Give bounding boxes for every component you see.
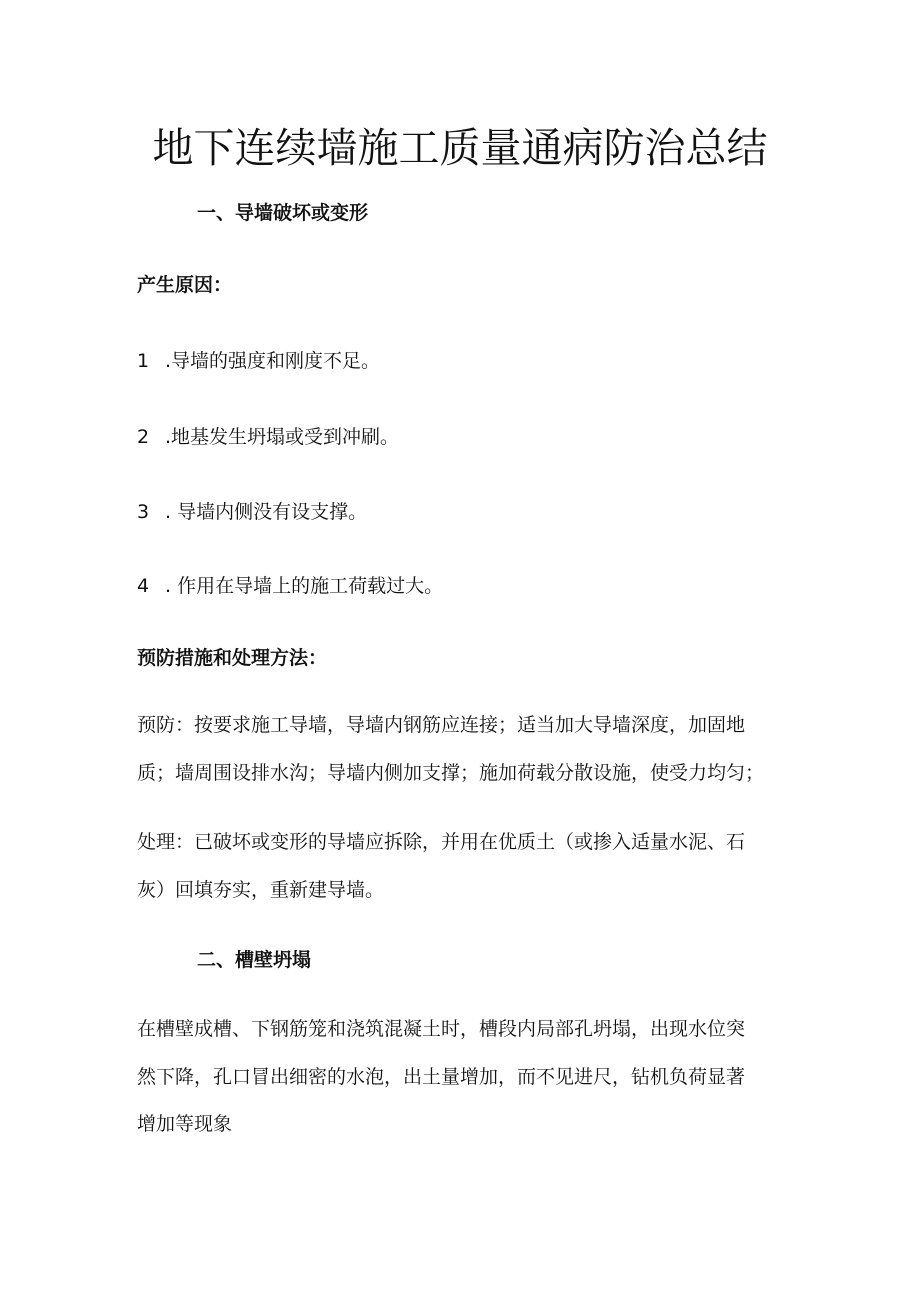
- prevention-line-2: 质；墙周围设排水沟；导墙内侧加支撑；施加荷载分散设施，使受力均匀；: [137, 762, 765, 784]
- cause-text: . 导墙内侧没有设支撑。: [165, 501, 368, 523]
- collapse-para-line-2: 然下降，孔口冒出细密的水泡，出土量增加，而不见进尺，钻机负荷显著: [137, 1066, 746, 1088]
- cause-text: .地基发生坍塌或受到冲刷。: [165, 426, 400, 448]
- cause-text: .导墙的强度和刚度不足。: [165, 350, 381, 372]
- cause-item-2: [137, 424, 399, 450]
- cause-item-4: [137, 573, 443, 599]
- cause-number: 4: [137, 575, 150, 597]
- cause-number: 1: [137, 350, 150, 372]
- cause-number: 3: [137, 501, 150, 523]
- collapse-para-line-1: 在槽壁成槽、下钢筋笼和浇筑混凝土时，槽段内局部孔坍塌，出现水位突: [137, 1018, 746, 1040]
- treatment-line-1: 处理：已破坏或变形的导墙应拆除，并用在优质土（或掺入适量水泥、石: [137, 831, 746, 853]
- cause-text: . 作用在导墙上的施工荷载过大。: [165, 575, 444, 597]
- collapse-para-line-3: 增加等现象: [137, 1113, 233, 1135]
- cause-item-3: [137, 499, 367, 525]
- prevention-line-1: 预防：按要求施工导墙，导墙内钢筋应连接；适当加大导墙深度，加固地: [137, 714, 746, 736]
- section-heading-2: 二、槽壁坍塌: [197, 949, 312, 971]
- causes-label: 产生原因：: [137, 274, 233, 296]
- cause-number: 2: [137, 426, 150, 448]
- cause-item-1: [137, 348, 380, 374]
- treatment-line-2: 灰）回填夯实，重新建导墙。: [137, 879, 385, 901]
- document-title: 地下连续墙施工质量通病防治总结: [152, 124, 768, 172]
- measures-label: 预防措施和处理方法：: [137, 647, 328, 669]
- section-heading-1: 一、导墙破坏或变形: [197, 202, 369, 224]
